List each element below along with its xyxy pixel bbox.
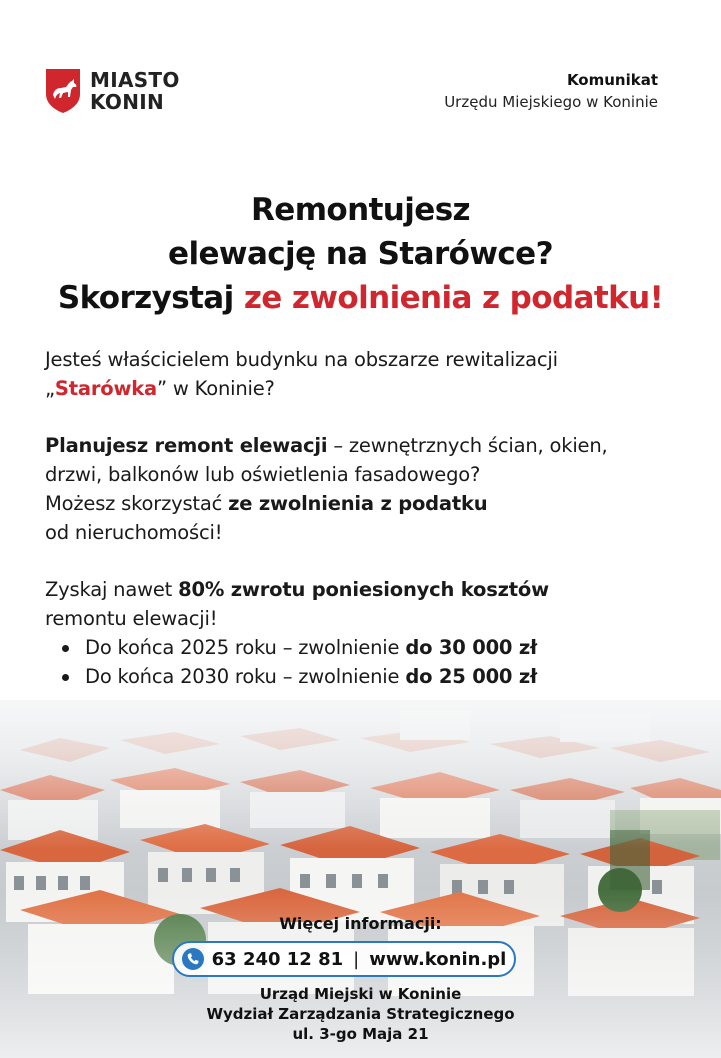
- list-item: [45, 633, 695, 662]
- bullet-1-amount: do 30 000 zł: [405, 636, 538, 659]
- announcement-title: Komunikat: [566, 71, 658, 89]
- city-logo: [45, 68, 180, 114]
- contact-pill: [172, 941, 516, 977]
- paragraph-2-line-4: od nieruchomości!: [45, 521, 223, 544]
- paragraph-2-line-3: [45, 489, 695, 518]
- logo-line-1: MIASTO: [90, 68, 180, 92]
- paragraph-3-bold: 80% zwrotu poniesionych kosztów: [178, 578, 549, 601]
- paragraph-3-line-1: [45, 575, 695, 604]
- paragraph-3-a: Zyskaj nawet: [45, 578, 179, 601]
- paragraph-2-c: Możesz skorzystać: [45, 492, 229, 515]
- headline-line-3-red: ze zwolnienia z podatku!: [243, 280, 664, 316]
- paragraph-2-a: – zewnętrznych ścian, okien,: [327, 434, 608, 457]
- paragraph-2-line-2: drzwi, balkonów lub oświetlenia fasadowego?: [45, 463, 481, 486]
- address-line-2: Wydział Zarządzania Strategicznego: [206, 1005, 515, 1023]
- headline-line-3: [0, 276, 721, 320]
- headline-line-3-black: Skorzystaj: [57, 280, 244, 316]
- paragraph-1-line-2: [45, 374, 695, 403]
- contact-separator: |: [353, 948, 360, 970]
- phone-icon: [182, 948, 204, 970]
- address-line-1: Urząd Miejski w Koninie: [259, 985, 462, 1003]
- paragraph-2-c-bold: ze zwolnienia z podatku: [228, 492, 488, 515]
- paragraph-2-bold: Planujesz remont elewacji: [45, 434, 328, 457]
- exemption-list: [45, 633, 695, 691]
- paragraph-1-end: ” w Koninie?: [157, 377, 275, 400]
- logo-wordmark: [90, 69, 180, 113]
- address-line-3: ul. 3-go Maja 21: [292, 1025, 429, 1043]
- quote-open: „: [45, 377, 55, 400]
- logo-line-2: KONIN: [90, 90, 165, 114]
- headline: [0, 188, 721, 320]
- paragraph-1-line-1: Jesteś właścicielem budynku na obszarze rewitalizacji: [45, 348, 558, 371]
- bullet-2-amount: do 25 000 zł: [405, 665, 538, 688]
- headline-line-2: elewację na Starówce?: [168, 236, 553, 272]
- bullet-1-text: Do końca 2025 roku – zwolnienie: [85, 636, 406, 659]
- konin-horse-shield-icon: [45, 68, 81, 114]
- phone-number[interactable]: 63 240 12 81: [211, 948, 344, 970]
- website-link[interactable]: www.konin.pl: [369, 948, 507, 970]
- announcement-header: [444, 69, 658, 113]
- paragraph-3-line-2: remontu elewacji!: [45, 607, 218, 630]
- announcement-subtitle: Urzędu Miejskiego w Koninie: [444, 93, 658, 111]
- list-item: [45, 662, 695, 691]
- headline-line-1: Remontujesz: [251, 192, 470, 228]
- more-info-label: Więcej informacji:: [279, 914, 442, 933]
- office-address: [0, 984, 721, 1044]
- bullet-2-text: Do końca 2030 roku – zwolnienie: [85, 665, 406, 688]
- starowka-highlight: Starówka: [54, 377, 157, 400]
- body-text: [45, 345, 695, 691]
- paragraph-2-line-1: [45, 431, 695, 460]
